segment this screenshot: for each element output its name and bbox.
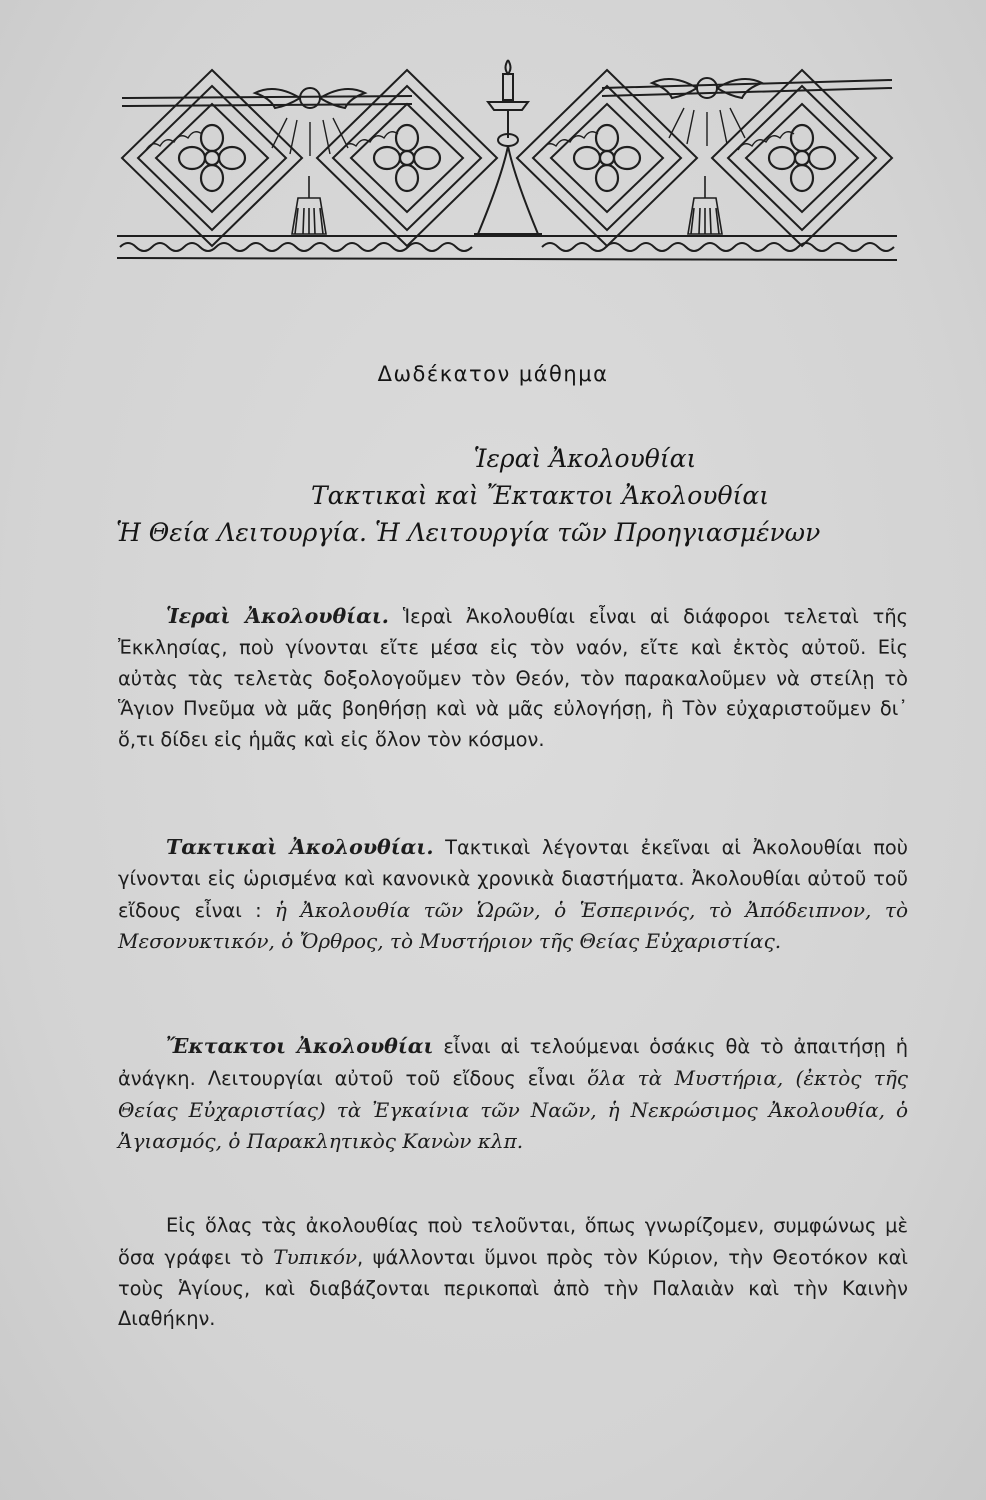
- service-list: ὅλα τὰ Μυστήρια, (ἐκτὸς τῆς Θείας Εὐχαριστίας) τὰ Ἐγκαίνια τῶν Ναῶν, ἡ Νεκρώσιμος Ἀκολουθία, ὁ Ἁγιασμός, ὁ Παρακλητικὸς Κανὼν κλπ.: [118, 1065, 909, 1154]
- paragraph-sacred-services: [118, 601, 908, 756]
- paragraph-text-end: , ψάλλονται ὕμνοι πρὸς τὸν Κύριον, τὴν Θεοτόκον καὶ τοὺς Ἁγίους, καὶ διαβάζονται περικοπαὶ ἀπὸ τὴν Παλαιὰν καὶ τὴν Καινὴν Διαθήκην.: [118, 1245, 908, 1331]
- paragraph-lead: Ἔκτακτοι Ἀκολουθίαι: [166, 1034, 434, 1058]
- typikon-term: Τυπικόν: [273, 1244, 358, 1269]
- decorative-header-ornament: [112, 58, 902, 270]
- service-list: ἡ Ἀκολουθία τῶν Ὡρῶν, ὁ Ἑσπερινός, τὸ Ἀπόδειπνον, τὸ Μεσονυκτικόν, ὁ Ὄρθρος, τὸ Μυστήριον τῆς Θείας Εὐχαριστίας.: [118, 897, 908, 954]
- lesson-title: Δωδέκατον μάθημα: [377, 362, 609, 386]
- paragraph-text: εἶναι αἱ τελούμεναι ὁσάκις θὰ τὸ ἀπαιτήσῃ ἡ ἀνάγκη. Λειτουργίαι αὐτοῦ τοῦ εἴδους εἶναι: [118, 1035, 908, 1090]
- paragraph-lead: Ἱεραὶ Ἀκολουθίαι.: [166, 604, 389, 628]
- paragraph-extraordinary-services: [118, 1031, 908, 1158]
- paragraph-text: Ἱεραὶ Ἀκολουθίαι εἶναι αἱ διάφοροι τελεταὶ τῆς Ἐκκλησίας, ποὺ γίνονται εἴτε μέσα εἰς τὸν ναόν, εἴτε καὶ ἐκτὸς αὐτοῦ. Εἰς αὐτὰς τὰς τελετὰς δοξολογοῦμεν τὸν Θεόν, τὸν παρακαλοῦμεν νὰ στείλῃ τὸ Ἅγιον Πνεῦμα νὰ μᾶς βοηθήσῃ καὶ νὰ μᾶς εὐλογήσῃ, ἢ Τὸν εὐχαριστοῦμεν δι᾽ ὅ,τι δίδει εἰς ἡμᾶς καὶ εἰς ὅλον τὸν κόσμον.: [118, 605, 908, 752]
- paragraph-hymns-readings: [118, 1211, 908, 1335]
- subtitle-line-2: Τακτικαὶ καὶ Ἔκτακτοι Ἀκολουθίαι: [310, 481, 770, 510]
- paragraph-text: Εἰς ὅλας τὰς ἀκολουθίας ποὺ τελοῦνται, ὅπως γνωρίζομεν, συμφώνως μὲ ὅσα γράφει τὸ: [118, 1214, 908, 1269]
- section-subtitles: [110, 440, 910, 551]
- subtitle-line-3: Ἡ Θεία Λειτουργία. Ἡ Λειτουργία τῶν Προηγιασμένων: [116, 518, 821, 547]
- paragraph-regular-services: [118, 832, 908, 958]
- paragraph-text: Τακτικαὶ λέγονται ἐκεῖναι αἱ Ἀκολουθίαι ποὺ γίνονται εἰς ὡρισμένα καὶ κανονικὰ χρονικὰ διαστήματα. Ἀκολουθίαι αὐτοῦ τοῦ εἴδους εἶναι :: [118, 836, 908, 922]
- paragraph-lead: Τακτικαὶ Ἀκολουθίαι.: [166, 835, 434, 859]
- subtitle-line-1: Ἱεραὶ Ἀκολουθίαι: [473, 444, 697, 473]
